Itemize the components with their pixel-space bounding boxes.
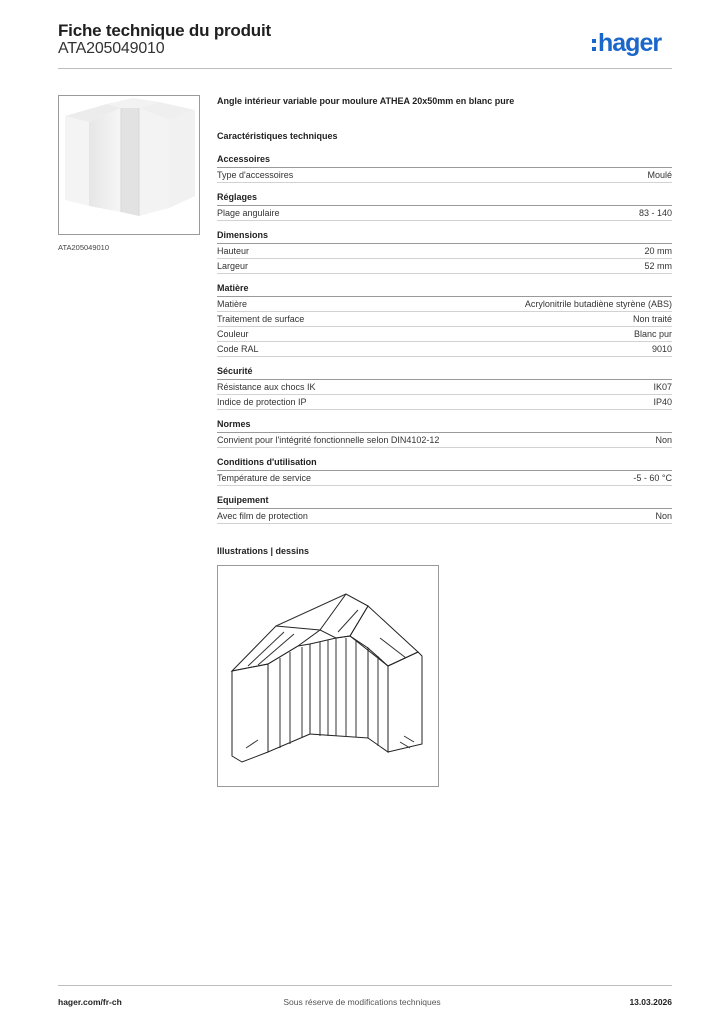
logo-text: hager — [598, 29, 662, 57]
spec-group — [217, 365, 672, 410]
footer-disclaimer: Sous réserve de modifications techniques — [283, 997, 441, 1007]
spec-row — [217, 395, 672, 410]
footer-date: 13.03.2026 — [629, 997, 672, 1007]
technical-drawing-image — [218, 566, 438, 786]
hager-logo — [592, 28, 661, 58]
spec-row — [217, 312, 672, 327]
spec-label: Résistance aux chocs IK — [217, 382, 316, 392]
spec-groups — [217, 153, 672, 524]
spec-group — [217, 456, 672, 486]
product-code: ATA205049010 — [58, 40, 165, 57]
spec-value: IP40 — [653, 397, 672, 407]
spec-label: Convient pour l'intégrité fonctionnelle selon DIN4102-12 — [217, 435, 440, 445]
spec-group — [217, 191, 672, 221]
product-photo — [58, 95, 200, 235]
spec-value: 52 mm — [644, 261, 672, 271]
spec-value: Acrylonitrile butadiène styrène (ABS) — [524, 299, 672, 309]
spec-group-title: Normes — [217, 418, 672, 433]
specs-heading: Caractéristiques techniques — [217, 131, 338, 141]
spec-group-title: Matière — [217, 282, 672, 297]
spec-group — [217, 494, 672, 524]
spec-group-title: Accessoires — [217, 153, 672, 168]
spec-label: Avec film de protection — [217, 511, 308, 521]
spec-row — [217, 259, 672, 274]
spec-label: Couleur — [217, 329, 249, 339]
spec-label: Indice de protection IP — [217, 397, 307, 407]
spec-value: Moulé — [647, 170, 672, 180]
spec-row — [217, 509, 672, 524]
logo-dots-icon — [592, 39, 596, 51]
spec-row — [217, 380, 672, 395]
spec-row — [217, 206, 672, 221]
spec-row — [217, 168, 672, 183]
footer-website-link[interactable]: hager.com/fr-ch — [58, 997, 122, 1007]
spec-value: IK07 — [653, 382, 672, 392]
spec-group-title: Dimensions — [217, 229, 672, 244]
spec-label: Température de service — [217, 473, 312, 483]
technical-drawing — [217, 565, 439, 787]
spec-group — [217, 418, 672, 448]
illustrations-heading: Illustrations | dessins — [217, 546, 310, 556]
spec-label: Traitement de surface — [217, 314, 305, 324]
spec-value: 20 mm — [644, 246, 672, 256]
spec-row — [217, 327, 672, 342]
spec-group-title: Réglages — [217, 191, 672, 206]
spec-label: Matière — [217, 299, 248, 309]
spec-value: 9010 — [651, 344, 672, 354]
spec-group — [217, 153, 672, 183]
photo-caption: ATA205049010 — [58, 243, 110, 252]
spec-row — [217, 297, 672, 312]
spec-label: Code RAL — [217, 344, 259, 354]
spec-label: Hauteur — [217, 246, 250, 256]
spec-value: 83 - 140 — [638, 208, 672, 218]
spec-label: Plage angulaire — [217, 208, 280, 218]
spec-group — [217, 229, 672, 274]
page-title: Fiche technique du produit — [58, 21, 271, 40]
spec-value: Non — [655, 511, 672, 521]
product-photo-image — [59, 96, 199, 234]
spec-value: -5 - 60 °C — [633, 473, 672, 483]
spec-row — [217, 342, 672, 357]
spec-group — [217, 282, 672, 357]
footer-divider — [58, 985, 672, 986]
spec-row — [217, 471, 672, 486]
spec-value: Blanc pur — [633, 329, 672, 339]
spec-label: Largeur — [217, 261, 249, 271]
spec-value: Non traité — [632, 314, 672, 324]
spec-row — [217, 244, 672, 259]
spec-row — [217, 433, 672, 448]
spec-group-title: Equipement — [217, 494, 672, 509]
spec-section — [217, 96, 672, 524]
header-divider — [58, 68, 672, 69]
spec-group-title: Sécurité — [217, 365, 672, 380]
spec-value: Non — [655, 435, 672, 445]
spec-group-title: Conditions d'utilisation — [217, 456, 672, 471]
product-description: Angle intérieur variable pour moulure ATHEA 20x50mm en blanc pure — [217, 96, 515, 106]
spec-label: Type d'accessoires — [217, 170, 294, 180]
